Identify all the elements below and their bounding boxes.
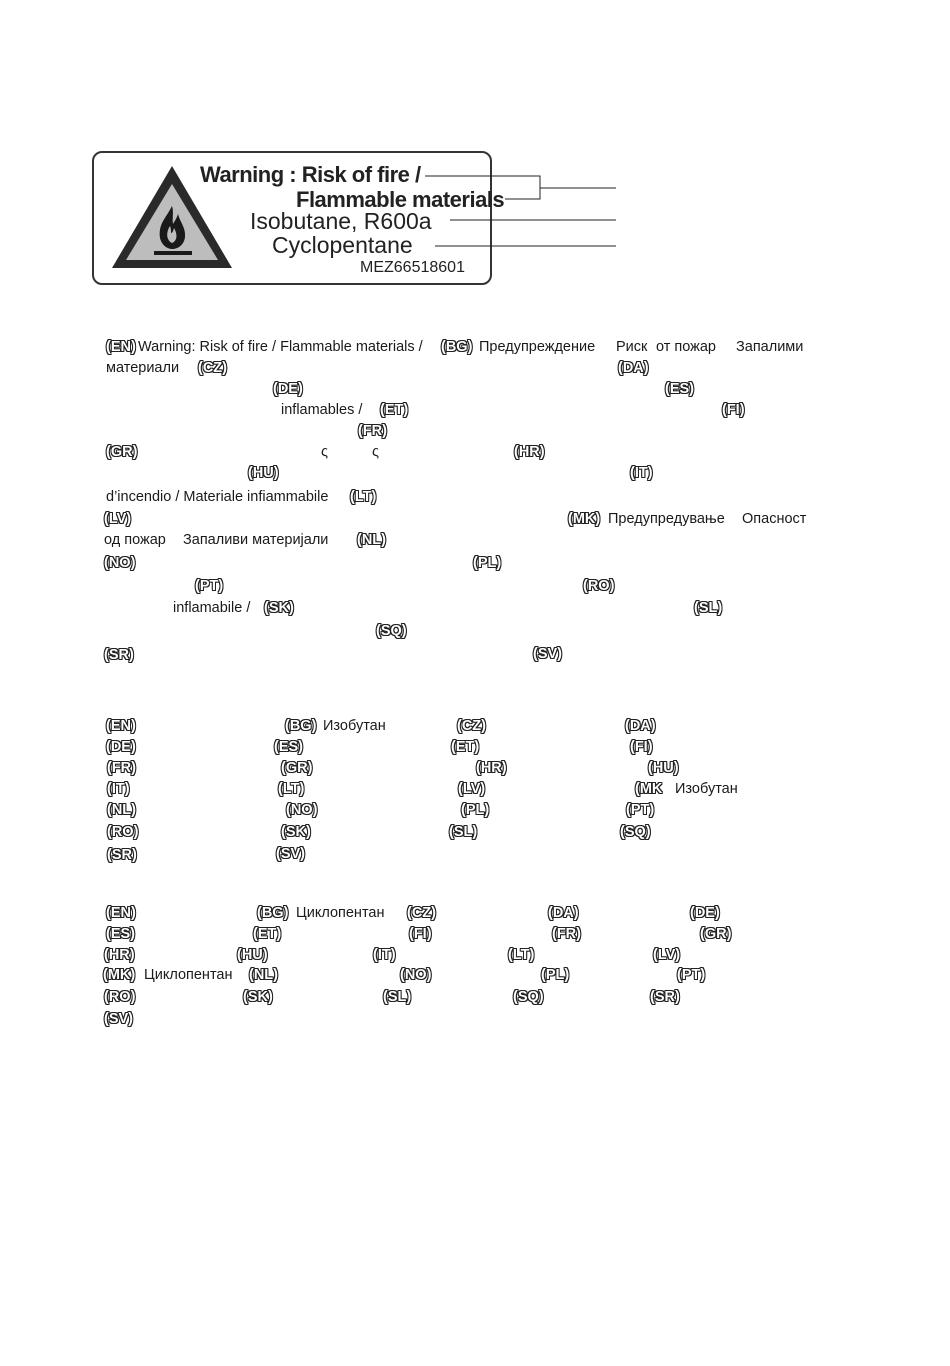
mk-text: Предупредување	[608, 511, 725, 527]
lang-code-mk: (MK	[635, 781, 663, 797]
lang-code-bg: (BG)	[285, 718, 317, 734]
label-title-line2: Flammable materials	[296, 187, 505, 212]
lang-code-hr: (HR)	[476, 760, 507, 776]
lang-code-da: (DA)	[625, 718, 656, 734]
lang-code-pt: (PT)	[195, 578, 224, 594]
lang-code-ro: (RO)	[104, 989, 136, 1005]
lang-code-sr: (SR)	[107, 847, 137, 863]
lang-code-en: (EN)	[106, 905, 136, 921]
es-text: inflamables /	[281, 402, 363, 418]
lang-code-fi: (FI)	[409, 926, 432, 942]
lang-code-no: (NO)	[104, 555, 136, 571]
lang-code-sq: (SQ)	[620, 824, 651, 840]
lang-code-gr: (GR)	[281, 760, 313, 776]
lang-code-lv: (LV)	[458, 781, 486, 797]
lang-code-lv: (LV)	[104, 511, 132, 527]
lang-code-lt: (LT)	[508, 947, 535, 963]
lang-code-sv: (SV)	[533, 646, 562, 662]
lang-code-sr: (SR)	[650, 989, 680, 1005]
gr-text: ς	[372, 444, 379, 460]
lang-code-pl: (PL)	[541, 967, 570, 983]
lang-code-de: (DE)	[106, 739, 136, 755]
lang-code-sq: (SQ)	[513, 989, 544, 1005]
gr-text: ς	[321, 444, 328, 460]
lang-code-sr: (SR)	[104, 647, 134, 663]
bg-text: материали	[106, 360, 180, 376]
lang-code-fr: (FR)	[107, 760, 136, 776]
lang-code-de: (DE)	[273, 381, 303, 397]
bg-text: Запалими	[736, 339, 804, 355]
lang-code-es: (ES)	[106, 926, 135, 942]
lang-code-gr: (GR)	[106, 444, 138, 460]
lang-code-hr: (HR)	[514, 444, 545, 460]
bg-cyclopentane-text: Циклопентан	[296, 905, 385, 921]
label-isobutane: Isobutane, R600a	[250, 208, 432, 234]
lang-code-it: (IT)	[630, 465, 653, 481]
lang-code-de: (DE)	[690, 905, 720, 921]
lang-code-ro: (RO)	[107, 824, 139, 840]
ro-text: inflamabile /	[173, 600, 251, 616]
lang-code-ro: (RO)	[583, 578, 615, 594]
lang-code-sv: (SV)	[104, 1011, 133, 1027]
lang-code-sl: (SL)	[449, 824, 478, 840]
bg-isobutane-text: Изобутан	[323, 718, 386, 734]
label-cyclopentane: Cyclopentane	[272, 232, 413, 258]
lang-code-gr: (GR)	[700, 926, 732, 942]
lang-code-fr: (FR)	[358, 423, 387, 439]
lang-code-sv: (SV)	[276, 846, 305, 862]
lang-code-lt: (LT)	[350, 489, 377, 505]
lang-code-pl: (PL)	[473, 555, 502, 571]
lang-code-it: (IT)	[107, 781, 130, 797]
lang-code-mk: (MK)	[103, 967, 136, 983]
lang-code-hu: (HU)	[237, 947, 268, 963]
lang-code-sk: (SK)	[281, 824, 311, 840]
lang-code-en: (EN)	[106, 339, 136, 355]
lang-code-it: (IT)	[373, 947, 396, 963]
lang-code-et: (ET)	[380, 402, 409, 418]
lang-code-et: (ET)	[451, 739, 480, 755]
mk-isobutane-text: Изобутан	[675, 781, 738, 797]
lang-code-bg: (BG)	[441, 339, 473, 355]
lang-code-nl: (NL)	[357, 532, 386, 548]
lang-code-es: (ES)	[274, 739, 303, 755]
bg-text: Предупреждение	[479, 339, 596, 355]
lang-code-sq: (SQ)	[376, 623, 407, 639]
mk-cyclopentane-text: Циклопентан	[144, 967, 233, 983]
lang-code-hu: (HU)	[248, 465, 279, 481]
lang-code-fi: (FI)	[630, 739, 653, 755]
lang-code-cz: (CZ)	[407, 905, 436, 921]
lang-code-pt: (PT)	[677, 967, 706, 983]
lang-code-cz: (CZ)	[198, 360, 227, 376]
lang-code-da: (DA)	[548, 905, 579, 921]
lang-code-bg: (BG)	[257, 905, 289, 921]
lang-code-mk: (MK)	[568, 511, 601, 527]
lang-code-sk: (SK)	[264, 600, 294, 616]
lang-code-en: (EN)	[106, 718, 136, 734]
mk-text: Запаливи материјали	[183, 532, 329, 548]
en-warning-text: Warning: Risk of fire / Flammable materials /	[138, 339, 423, 355]
lang-code-hu: (HU)	[648, 760, 679, 776]
lang-code-hr: (HR)	[104, 947, 135, 963]
lang-code-et: (ET)	[253, 926, 282, 942]
label-code: MEZ66518601	[360, 259, 465, 276]
lang-code-no: (NO)	[286, 802, 318, 818]
lang-code-da: (DA)	[618, 360, 649, 376]
lang-code-es: (ES)	[665, 381, 694, 397]
lang-code-sl: (SL)	[694, 600, 723, 616]
lang-code-pt: (PT)	[626, 802, 655, 818]
lang-code-lv: (LV)	[653, 947, 681, 963]
lang-code-sl: (SL)	[383, 989, 412, 1005]
it-text: d’incendio / Materiale infiammabile	[106, 489, 329, 505]
mk-text: од пожар	[104, 532, 166, 548]
lang-code-nl: (NL)	[249, 967, 278, 983]
lang-code-cz: (CZ)	[457, 718, 486, 734]
lang-code-fi: (FI)	[722, 402, 745, 418]
lang-code-lt: (LT)	[278, 781, 305, 797]
mk-text: Опасност	[742, 511, 807, 527]
lang-code-no: (NO)	[400, 967, 432, 983]
lang-code-fr: (FR)	[552, 926, 581, 942]
lang-code-pl: (PL)	[461, 802, 490, 818]
lang-code-sk: (SK)	[243, 989, 273, 1005]
bg-text: от пожар	[656, 339, 716, 355]
bg-text: Риск	[616, 339, 648, 355]
lang-code-nl: (NL)	[107, 802, 136, 818]
label-title-line1: Warning : Risk of fire /	[200, 162, 421, 187]
